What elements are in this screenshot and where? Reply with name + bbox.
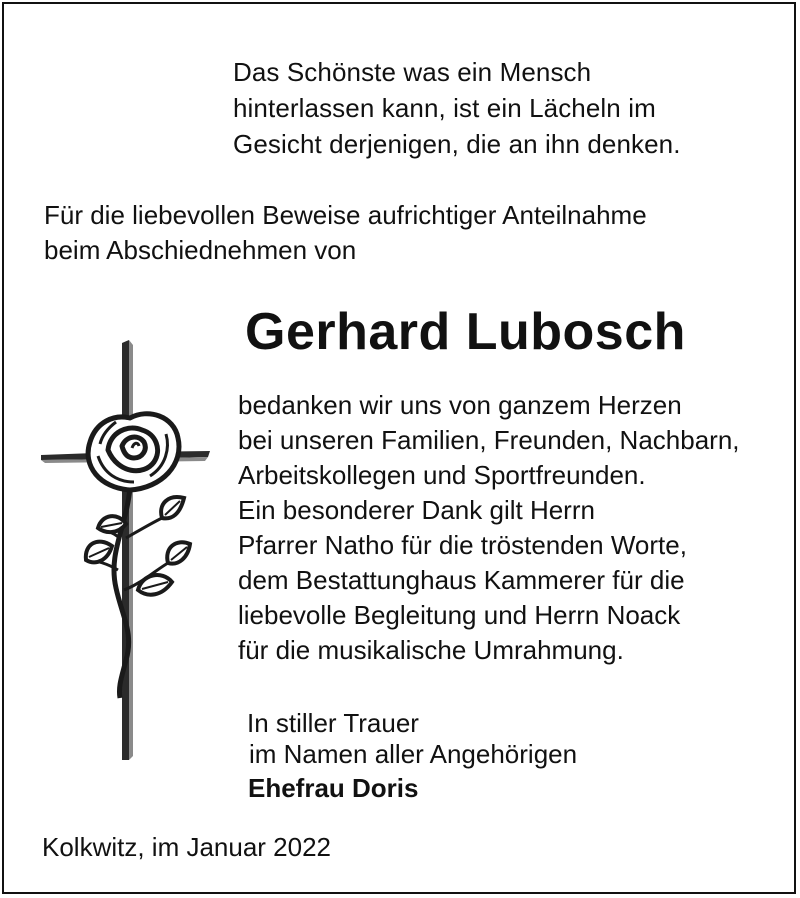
mourning-line: In stiller Trauer	[247, 708, 419, 738]
quote-line: Das Schönste was ein Mensch	[233, 57, 592, 87]
intro-line: beim Abschiednehmen von	[44, 235, 357, 265]
quote-text	[233, 54, 681, 162]
thanks-line: bei unseren Familien, Freunden, Nachbarn,	[238, 425, 740, 455]
thanks-text	[238, 388, 740, 668]
quote-line: Gesicht derjenigen, die an ihn denken.	[233, 129, 681, 159]
cross-with-rose-icon	[38, 338, 213, 765]
intro-text	[44, 198, 647, 268]
quote-line: hinterlassen kann, ist ein Lächeln im	[233, 93, 656, 123]
thanks-line: bedanken wir uns von ganzem Herzen	[238, 390, 682, 420]
thanks-line: dem Bestattunghaus Kammerer für die	[238, 565, 685, 595]
intro-line: Für die liebevollen Beweise aufrichtiger Anteilnahme	[44, 200, 647, 230]
mourning-text	[247, 708, 577, 770]
thanks-line: Pfarrer Natho für die tröstenden Worte,	[238, 530, 687, 560]
mourning-line: im Namen aller Angehörigen	[249, 739, 578, 769]
deceased-name: Gerhard Lubosch	[245, 303, 686, 361]
thanks-line: liebevolle Begleitung und Herrn Noack	[238, 600, 681, 630]
thanks-line: Ein besonderer Dank gilt Herrn	[238, 495, 595, 525]
thanks-line: für die musikalische Umrahmung.	[238, 635, 624, 665]
thanks-line: Arbeitskollegen und Sportfreunden.	[238, 460, 646, 490]
place-date: Kolkwitz, im Januar 2022	[42, 832, 332, 862]
signature: Ehefrau Doris	[248, 773, 419, 803]
